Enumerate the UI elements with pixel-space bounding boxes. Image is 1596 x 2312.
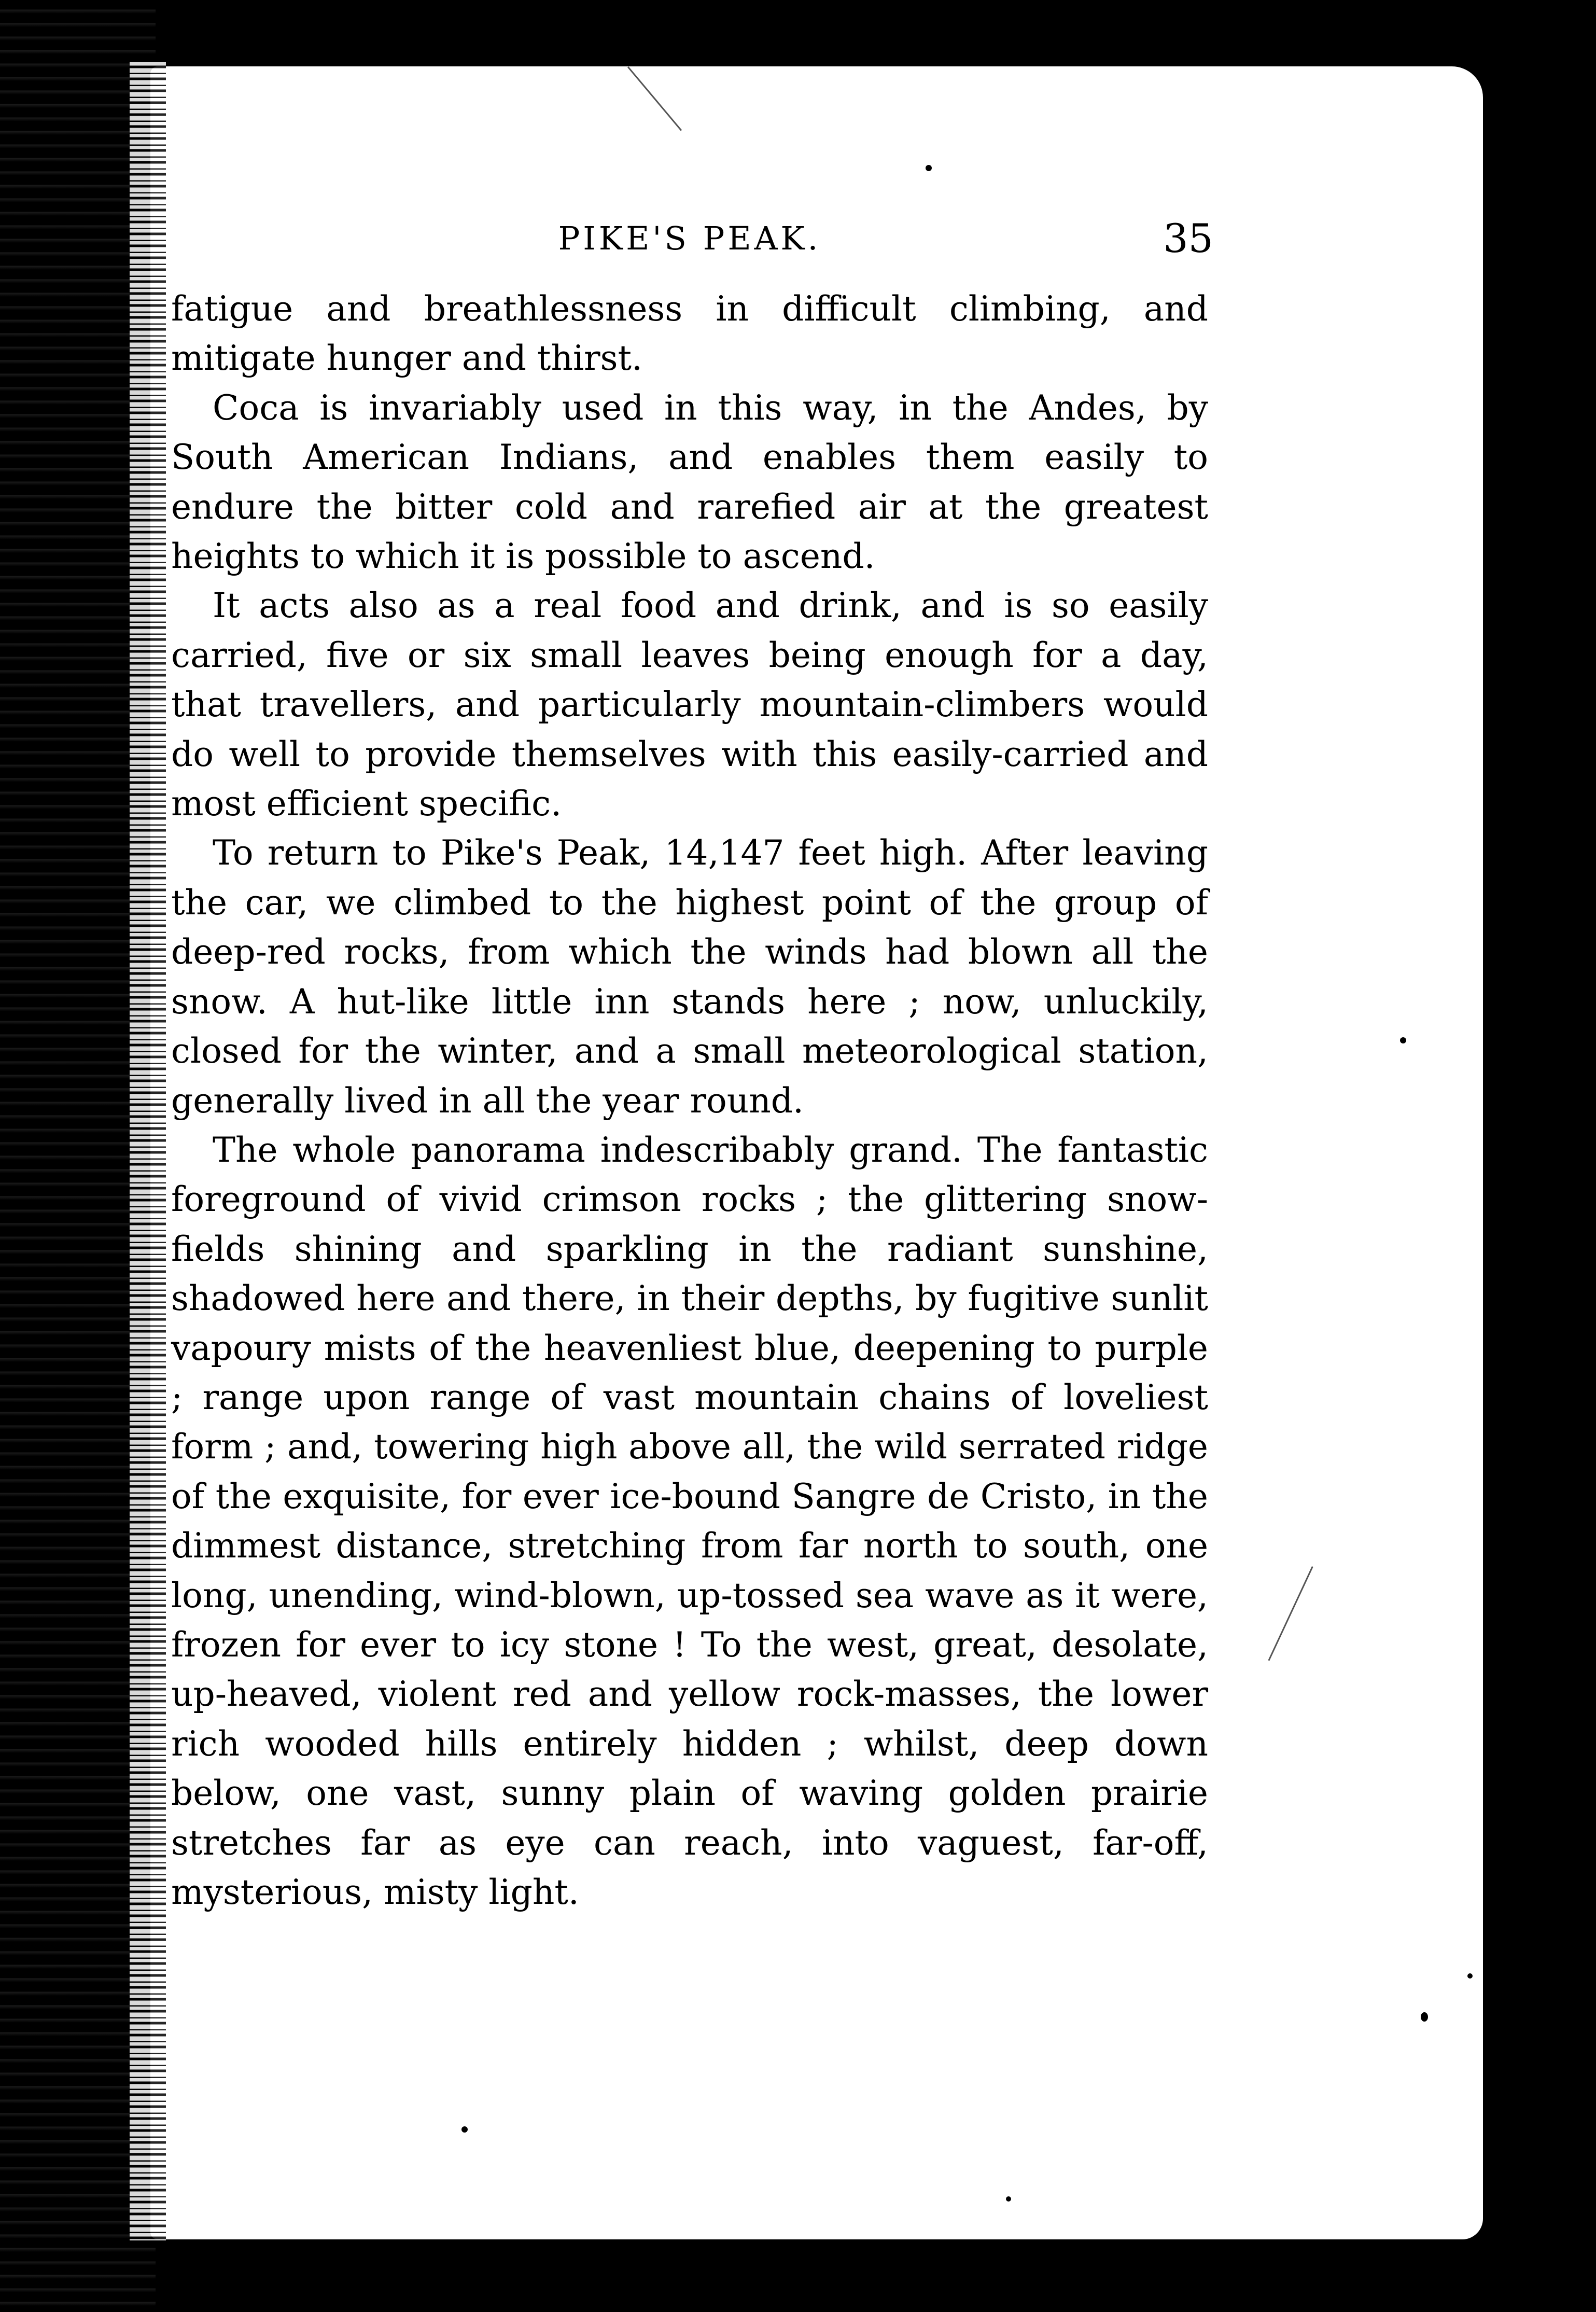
paragraph: It acts also as a real food and drink, and is so easily carried, five or six small leaves being enough for a day, that travellers, and particularly mountain-climbers would do well to provide themselves with this easily-carried and most efficient specific. [171, 586, 1208, 824]
page-number: 35 [1163, 215, 1213, 261]
scan-dust-speck [1467, 1973, 1473, 1979]
scan-dust-speck [926, 165, 932, 171]
paragraph: The whole panorama indescribably grand. The fantastic foreground of vivid crimson rocks ; the glittering snow-fields shining and sparkling in the radiant sunshine, shadowed here and there, in their depths, by fugitive sunlit vapoury mists of the heavenliest blue, deepening to purple ; range upon range of vast mountain chains of loveliest form ; and, towering high above all, the wild serrated ridge of the exquisite, for ever ice-bound Sangre de Cristo, in the dimmest distance, stretching from far north to south, one long, unending, wind-blown, up-tossed sea wave as it were, frozen for ever to icy stone ! To the west, great, desolate, up-heaved, violent red and yellow rock-masses, the lower rich wooded hills entirely hidden ; whilst, deep down below, one vast, sunny plain of waving golden prairie stretches far as eye can reach, into vaguest, far-off, mysterious, misty light. [171, 1130, 1208, 1912]
page-torn-edge [130, 62, 166, 2240]
paragraph: Coca is invariably used in this way, in the Andes, by South American Indians, and enables them easily to endure the bitter cold and rarefied air at the greatest heights to which it is possible to ascend. [171, 387, 1208, 577]
scan-dust-speck [1400, 1037, 1406, 1043]
paragraph: To return to Pike's Peak, 14,147 feet high. After leaving the car, we climbed to the highest point of the group of deep-red rocks, from which the winds had blown all the snow. A hut-like little inn stands here ; now, unluckily, closed for the winter, and a small meteorological station, generally lived in all the year round. [171, 833, 1208, 1121]
body-text [171, 284, 1208, 1917]
paragraph: fatigue and breathlessness in difficult climbing, and mitigate hunger and thirst. [171, 289, 1208, 379]
scan-dust-speck [461, 2126, 468, 2133]
scan-dust-speck [1421, 2012, 1428, 2022]
scan-dust-speck [1006, 2196, 1011, 2202]
running-head: PIKE'S PEAK. [558, 219, 821, 257]
